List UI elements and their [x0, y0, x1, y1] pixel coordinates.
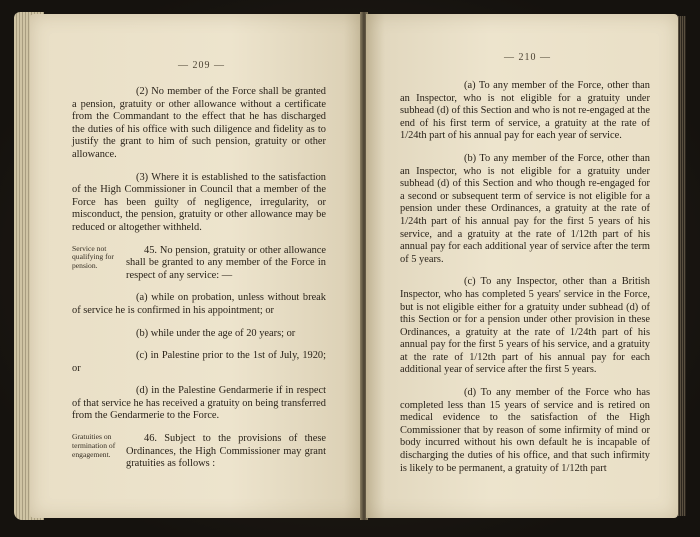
paragraph-2: (2) No member of the Force shall be granted a pension, gratuity or other allowance without a certificate from the Commandant to the effect that he has discharged the duties of his office with such diligence and fidelity as to justify the grant to him of such pension, gratuity or other allowance. — [72, 86, 326, 160]
section-45 — [72, 245, 326, 283]
item-b: (b) while under the age of 20 years; or — [136, 327, 296, 339]
right-item-d: (d) To any member of the Force who has completed less than 15 years of service and is retired on medical evidence to the satisfaction of the High Commissioner that by reason of some infirmity of mind or body incurred without his own default he is incapable of discharging the duties of his office, and that such infirmity is likely to be permanent, a gratuity of 1/12th part — [400, 387, 650, 474]
right-page — [366, 14, 678, 518]
left-page-text — [72, 86, 326, 481]
right-item-c: (c) To any Inspector, other than a British Inspector, who has completed 5 years' service in the Force, but is not eligible either for a gratuity under subhead (d) of this Section or for a pension under other provision in these Ordinances, a gratuity at the rate of 1/24th part of his annual pay for the first 5 years of his service, and a gratuity at the rate of 1/12th part of his annual pay for each additional year of service after the first 5 years. — [400, 276, 650, 376]
item-c: (c) in Palestine prior to the 1st of July, 1920; or — [72, 350, 326, 374]
left-page-number: — 209 — — [178, 60, 225, 71]
section-45-margin-note: Service not qualifying for pension. — [72, 243, 114, 271]
right-page-text — [400, 80, 650, 485]
section-45-text: 45. No pension, gratuity or other allowance shall be granted to any member of the Force in respect of any service: — — [126, 244, 326, 281]
section-46 — [72, 433, 326, 471]
right-item-a: (a) To any member of the Force, other than an Inspector, who is not eligible for a gratuity under subhead (d) of this Section and who is not re-engaged at the end of his first term of service, a gratuity at the rate of 1/24th part of his annual pay for each year of service. — [400, 80, 650, 142]
item-d: (d) in the Palestine Gendarmerie if in respect of that service he has received a gratuity on being transferred from the Gendarmerie to the Force. — [72, 385, 326, 422]
left-page — [30, 14, 364, 518]
section-46-text: 46. Subject to the provisions of these Ordinances, the High Commissioner may grant gratuities as follows : — [126, 433, 326, 470]
section-46-margin-note: Gratuities on termination of engagement. — [72, 432, 116, 459]
paragraph-3: (3) Where it is established to the satisfaction of the High Commissioner in Council that a member of the Force has been guilty of negligence, irregularity, or misconduct, the pension, gratuity or other allowance may be reduced or altogether withheld. — [72, 171, 326, 233]
item-a: (a) while on probation, unless without break of service he is confirmed in his appointment; or — [72, 292, 326, 316]
right-page-number: — 210 — — [504, 52, 551, 63]
right-item-b: (b) To any member of the Force, other than an Inspector, who is not eligible for a gratuity under subhead (d) of this Section and who though re-engaged for a second or subsequent term of service is not eligible for a pension under these Ordinances, a gratuity at the rate of 1/24th part of his annual pay for the first 5 years of his service, and a gratuity at the rate of 1/12th part of his annual pay for each additional year of service after the term of 5 years. — [400, 152, 650, 265]
